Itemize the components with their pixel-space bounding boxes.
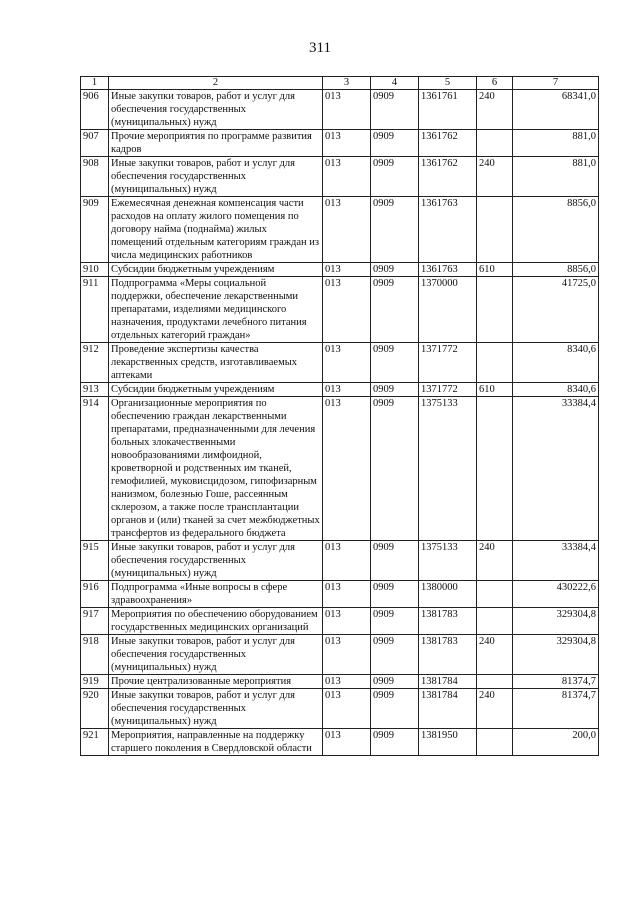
code-expense-type <box>477 197 513 263</box>
amount: 81374,7 <box>513 675 599 689</box>
row-number: 911 <box>81 277 109 343</box>
code-expense-type <box>477 675 513 689</box>
code-target: 1381950 <box>419 729 477 756</box>
code-section: 0909 <box>371 343 419 383</box>
table-row <box>81 130 599 157</box>
amount: 33384,4 <box>513 541 599 581</box>
amount: 329304,8 <box>513 635 599 675</box>
code-expense-type <box>477 581 513 608</box>
table-row <box>81 397 599 541</box>
table-row <box>81 90 599 130</box>
code-expense-type <box>477 729 513 756</box>
row-number: 918 <box>81 635 109 675</box>
amount: 41725,0 <box>513 277 599 343</box>
code-section: 0909 <box>371 581 419 608</box>
column-header: 6 <box>477 77 513 90</box>
code-target: 1380000 <box>419 581 477 608</box>
code-expense-type: 240 <box>477 541 513 581</box>
row-number: 912 <box>81 343 109 383</box>
code-expense-type: 610 <box>477 263 513 277</box>
table-row <box>81 608 599 635</box>
code-target: 1361762 <box>419 157 477 197</box>
table-row <box>81 635 599 675</box>
item-name: Организационные мероприятия по обеспечению граждан лекарственными препаратами, предназначенными для лечения больных злокачественными новообразованиями лимфоидной, кроветворной и родственных им тканей, гемофилией, муковисцидозом, гипофизарным нанизмом, болезнью Гоше, рассеянным склерозом, а также после трансплантации органов и (или) тканей за счет межбюджетных трансфертов из федерального бюджета <box>109 397 323 541</box>
item-name: Иные закупки товаров, работ и услуг для обеспечения государственных (муниципальных) нужд <box>109 157 323 197</box>
code-expense-type: 240 <box>477 635 513 675</box>
code-target: 1381783 <box>419 608 477 635</box>
code-target: 1361761 <box>419 90 477 130</box>
code-target: 1370000 <box>419 277 477 343</box>
amount: 881,0 <box>513 157 599 197</box>
code-department: 013 <box>323 541 371 581</box>
code-department: 013 <box>323 397 371 541</box>
code-expense-type: 240 <box>477 157 513 197</box>
table-body <box>81 90 599 756</box>
code-section: 0909 <box>371 130 419 157</box>
row-number: 916 <box>81 581 109 608</box>
code-section: 0909 <box>371 277 419 343</box>
amount: 8856,0 <box>513 197 599 263</box>
amount: 8340,6 <box>513 343 599 383</box>
table-row <box>81 277 599 343</box>
item-name: Подпрограмма «Меры социальной поддержки, обеспечение лекарственными препаратами, изделиями медицинского назначения, продуктами лечебного питания отдельных категорий граждан» <box>109 277 323 343</box>
code-section: 0909 <box>371 635 419 675</box>
code-department: 013 <box>323 635 371 675</box>
item-name: Прочие централизованные мероприятия <box>109 675 323 689</box>
code-department: 013 <box>323 263 371 277</box>
code-target: 1381784 <box>419 675 477 689</box>
row-number: 915 <box>81 541 109 581</box>
column-header: 7 <box>513 77 599 90</box>
table-row <box>81 689 599 729</box>
code-department: 013 <box>323 689 371 729</box>
code-department: 013 <box>323 343 371 383</box>
column-header: 2 <box>109 77 323 90</box>
amount: 33384,4 <box>513 397 599 541</box>
amount: 81374,7 <box>513 689 599 729</box>
item-name: Субсидии бюджетным учреждениям <box>109 383 323 397</box>
code-target: 1361763 <box>419 263 477 277</box>
item-name: Мероприятия, направленные на поддержку старшего поколения в Свердловской области <box>109 729 323 756</box>
code-target: 1381784 <box>419 689 477 729</box>
code-expense-type <box>477 130 513 157</box>
code-section: 0909 <box>371 383 419 397</box>
code-section: 0909 <box>371 397 419 541</box>
table-row <box>81 675 599 689</box>
budget-table <box>80 76 599 756</box>
amount: 68341,0 <box>513 90 599 130</box>
table-row <box>81 541 599 581</box>
row-number: 909 <box>81 197 109 263</box>
code-target: 1361762 <box>419 130 477 157</box>
item-name: Иные закупки товаров, работ и услуг для обеспечения государственных (муниципальных) нужд <box>109 90 323 130</box>
table-row <box>81 157 599 197</box>
code-expense-type <box>477 277 513 343</box>
item-name: Иные закупки товаров, работ и услуг для обеспечения государственных (муниципальных) нужд <box>109 689 323 729</box>
item-name: Подпрограмма «Иные вопросы в сфере здравоохранения» <box>109 581 323 608</box>
item-name: Ежемесячная денежная компенсация части расходов на оплату жилого помещения по договору найма (поднайма) жилых помещений отдельным категориям граждан из числа медицинских работников <box>109 197 323 263</box>
code-department: 013 <box>323 608 371 635</box>
column-header: 4 <box>371 77 419 90</box>
code-target: 1371772 <box>419 383 477 397</box>
code-section: 0909 <box>371 263 419 277</box>
code-section: 0909 <box>371 197 419 263</box>
code-section: 0909 <box>371 729 419 756</box>
column-header: 1 <box>81 77 109 90</box>
table-row <box>81 263 599 277</box>
row-number: 917 <box>81 608 109 635</box>
code-section: 0909 <box>371 608 419 635</box>
row-number: 908 <box>81 157 109 197</box>
row-number: 913 <box>81 383 109 397</box>
table-row <box>81 383 599 397</box>
item-name: Субсидии бюджетным учреждениям <box>109 263 323 277</box>
item-name: Прочие мероприятия по программе развития кадров <box>109 130 323 157</box>
code-department: 013 <box>323 729 371 756</box>
code-section: 0909 <box>371 689 419 729</box>
row-number: 921 <box>81 729 109 756</box>
code-expense-type: 610 <box>477 383 513 397</box>
code-target: 1361763 <box>419 197 477 263</box>
code-department: 013 <box>323 90 371 130</box>
row-number: 906 <box>81 90 109 130</box>
code-department: 013 <box>323 130 371 157</box>
row-number: 919 <box>81 675 109 689</box>
table-row <box>81 343 599 383</box>
table-row <box>81 197 599 263</box>
amount: 430222,6 <box>513 581 599 608</box>
row-number: 907 <box>81 130 109 157</box>
amount: 8856,0 <box>513 263 599 277</box>
amount: 329304,8 <box>513 608 599 635</box>
code-department: 013 <box>323 581 371 608</box>
column-header: 3 <box>323 77 371 90</box>
code-section: 0909 <box>371 675 419 689</box>
amount: 200,0 <box>513 729 599 756</box>
amount: 881,0 <box>513 130 599 157</box>
row-number: 920 <box>81 689 109 729</box>
amount: 8340,6 <box>513 383 599 397</box>
table-row <box>81 581 599 608</box>
code-target: 1375133 <box>419 397 477 541</box>
code-department: 013 <box>323 675 371 689</box>
code-department: 013 <box>323 383 371 397</box>
code-expense-type <box>477 397 513 541</box>
code-section: 0909 <box>371 541 419 581</box>
code-expense-type <box>477 343 513 383</box>
item-name: Иные закупки товаров, работ и услуг для обеспечения государственных (муниципальных) нужд <box>109 541 323 581</box>
item-name: Иные закупки товаров, работ и услуг для обеспечения государственных (муниципальных) нужд <box>109 635 323 675</box>
code-section: 0909 <box>371 157 419 197</box>
code-department: 013 <box>323 197 371 263</box>
code-section: 0909 <box>371 90 419 130</box>
code-expense-type: 240 <box>477 689 513 729</box>
code-target: 1371772 <box>419 343 477 383</box>
code-target: 1375133 <box>419 541 477 581</box>
column-header: 5 <box>419 77 477 90</box>
page-number: 311 <box>309 40 331 56</box>
code-expense-type: 240 <box>477 90 513 130</box>
row-number: 910 <box>81 263 109 277</box>
row-number: 914 <box>81 397 109 541</box>
code-target: 1381783 <box>419 635 477 675</box>
table-row <box>81 729 599 756</box>
code-department: 013 <box>323 277 371 343</box>
item-name: Мероприятия по обеспечению оборудованием государственных медицинских организаций <box>109 608 323 635</box>
header-row <box>81 77 599 90</box>
code-department: 013 <box>323 157 371 197</box>
item-name: Проведение экспертизы качества лекарственных средств, изготавливаемых аптеками <box>109 343 323 383</box>
code-expense-type <box>477 608 513 635</box>
